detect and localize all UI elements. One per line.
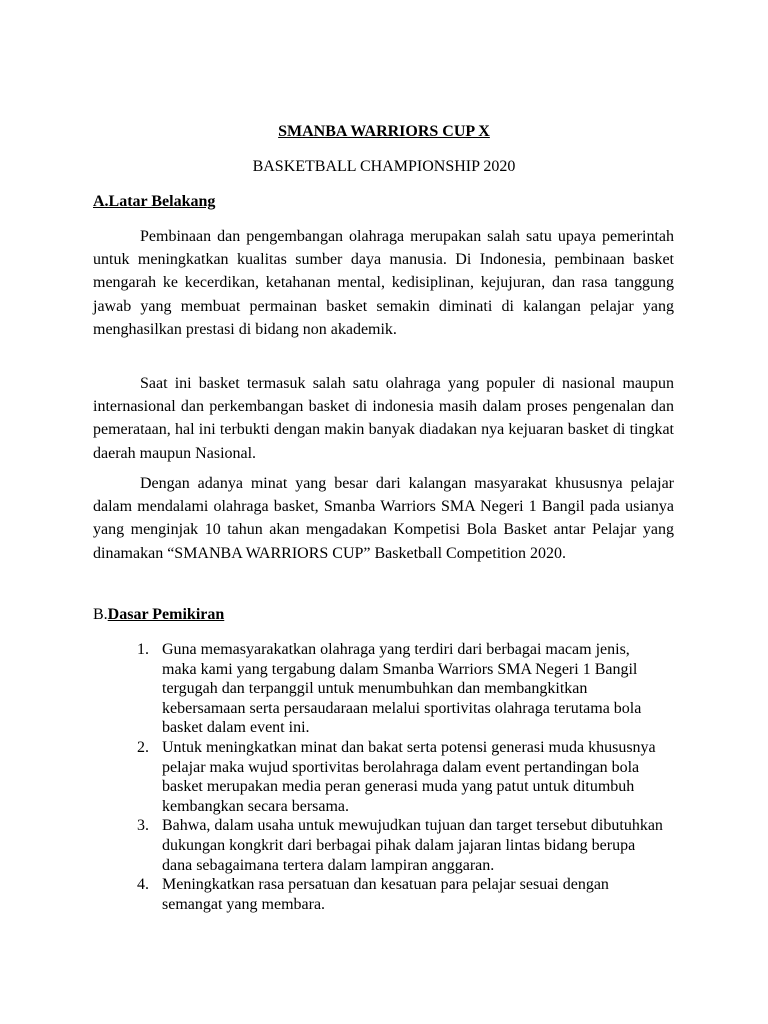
list-item (0, 640, 668, 738)
list-item-text: Untuk meningkatkan minat dan bakat serta potensi generasi muda khususnya pelajar maka wujud sportivitas berolahraga dalam event pertandingan bola basket merupakan media peran generasi muda yang patut untuk ditumbuh kembangkan secara bersama. (162, 738, 656, 815)
paragraph-2: Saat ini basket termasuk salah satu olahraga yang populer di nasional maupun internasional dan perkembangan basket di indonesia masih dalam proses pengenalan dan pemerataan, hal ini terbukti dengan makin banyak diadakan nya kejuaran basket di tingkat daerah maupun Nasional. (93, 375, 674, 462)
list-item-text: Meningkatkan rasa persatuan dan kesatuan para pelajar sesuai dengan semangat yang membara. (162, 876, 609, 913)
list-item (0, 816, 668, 875)
document-subtitle: BASKETBALL CHAMPIONSHIP 2020 (252, 158, 516, 175)
section-a-heading: A.Latar Belakang (93, 193, 216, 210)
list-item (0, 875, 668, 914)
list-item-text: Guna memasyarakatkan olahraga yang terdiri dari berbagai macam jenis, maka kami yang tergabung dalam Smanba Warriors SMA Negeri 1 Bangil tergugah dan terpanggil untuk menumbuhkan dan membangkitkan kebersamaan serta persaudaraan melalui sportivitas olahraga terutama bola basket dalam event ini. (162, 641, 642, 737)
list-item-number: 3. (137, 817, 149, 835)
section-b-heading (93, 605, 224, 625)
list-item (0, 738, 668, 816)
section-b-prefix: B. (93, 606, 108, 623)
paragraph-3: Dengan adanya minat yang besar dari kalangan masyarakat khususnya pelajar dalam mendalami olahraga basket, Smanba Warriors SMA Negeri 1 Bangil pada usianya yang menginjak 10 tahun akan mengadakan Kompetisi Bola Basket antar Pelajar yang dinamakan “SMANBA WARRIORS CUP” Basketball Competition 2020. (93, 475, 674, 562)
reasons-list (0, 640, 768, 914)
list-item-number: 2. (137, 738, 149, 756)
document-title: SMANBA WARRIORS CUP X (278, 123, 490, 140)
section-b-label: Dasar Pemikiran (107, 606, 225, 623)
list-item-text: Bahwa, dalam usaha untuk mewujudkan tujuan dan target tersebut dibutuhkan dukungan kongkrit dari berbagai pihak dalam jajaran lintas bidang berupa dana sebagaimana tertera dalam lampiran anggaran. (162, 817, 663, 874)
paragraph-1: Pembinaan dan pengembangan olahraga merupakan salah satu upaya pemerintah untuk meningkatkan kualitas sumber daya manusia. Di Indonesia, pembinaan basket mengarah ke kecerdikan, ketahanan mental, kedisiplinan, kejujuran, dan rasa tanggung jawab yang membuat permainan basket semakin diminati di kalangan pelajar yang menghasilkan prestasi di bidang non akademik. (93, 228, 674, 338)
list-item-number: 1. (137, 641, 149, 658)
list-item-number: 4. (137, 876, 149, 894)
